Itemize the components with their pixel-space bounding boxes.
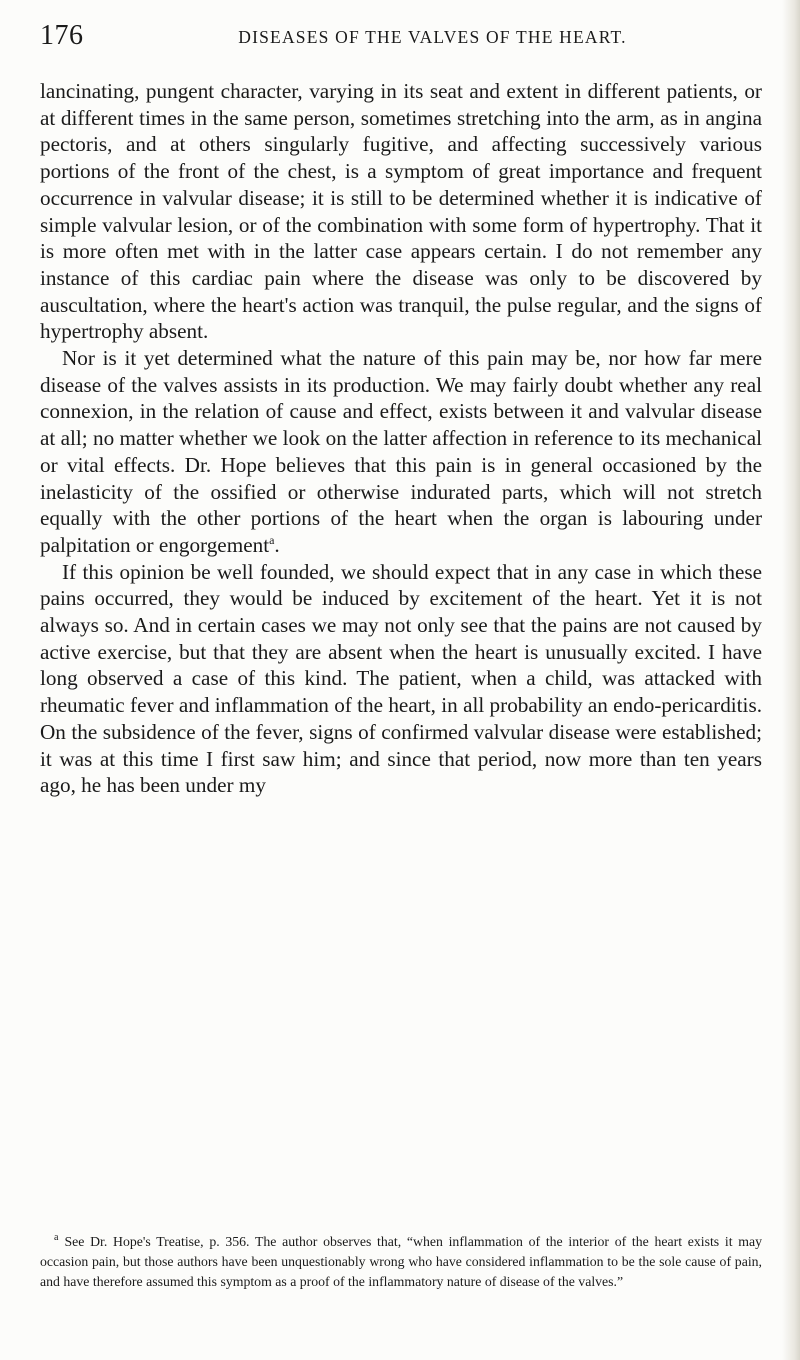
- running-head: DISEASES OF THE VALVES OF THE HEART.: [238, 27, 627, 47]
- paragraph-3-text: If this opinion be well founded, we should expect that in any case in which these pains occurred, they would be induced by excitement of the heart. Yet it is not always so. And in certain cases we may not only see that the pains are not caused by active exercise, but that they are absent when the heart is unusually excited. I have long observed a case of this kind. The patient, when a child, was attacked with rheumatic fever and inflammation of the heart, in all probability an endo-pericarditis. On the subsidence of the fever, signs of confirmed valvular disease were established; it was at this time I first saw him; and since that period, now more than ten years ago, he has been under my: [40, 559, 762, 798]
- footnote: [40, 1232, 762, 1292]
- footnote-text: See Dr. Hope's Treatise, p. 356. The author observes that, “when inflammation of the interior of the heart exists it may occasion pain, but those authors have been unquestionably wrong who have considered inflammation to be the sole cause of pain, and have therefore assumed this symptom as a proof of the inflammatory nature of disease of the valves.”: [40, 1234, 762, 1289]
- page-edge-shadow: [782, 0, 800, 1360]
- page-number: 176: [40, 20, 84, 51]
- paragraph-2: Nor is it yet determined what the nature of this pain may be, nor how far mere disease of the valves assists in its production. We may fairly doubt whether any real connexion, in the relation of cause and effect, exists between it and valvular disease at all; no matter whether we look on the latter affection in reference to its mechanical or vital effects. Dr. Hope believes that this pain is in general occasioned by the inelasticity of the ossified or otherwise indurated parts, which will not stretch equally with the other portions of the heart when the organ is labouring under palpitation or engorgement$^a$.: [40, 346, 762, 557]
- paragraph-1-text: lancinating, pungent character, varying in its seat and extent in different patients, or at different times in the same person, sometimes stretching into the arm, as in angina pectoris, and at others singularly fugitive, and affecting successively various portions of the front of the chest, is a symptom of great importance and frequent occurrence in valvular disease; it is still to be determined whether it is indicative of simple valvular lesion, or of the combination with some form of hypertrophy. That it is more often met with in the latter case appears certain. I do not remember any instance of this cardiac pain where the disease was only to be discovered by auscultation, where the heart's action was tranquil, the pulse regular, and the signs of hypertrophy absent.: [40, 79, 762, 344]
- page-header: [40, 20, 765, 60]
- footnote-mark: a: [54, 1232, 59, 1244]
- paragraph-2-text: Nor is it yet determined what the nature of this pain may be, nor how far mere disease of the valves assists in its production. We may fairly doubt whether any real connexion, in the relation of cause and effect, exists between it and valvular disease at all; no matter whether we look on the latter affection in reference to its mechanical or vital effects. Dr. Hope believes that this pain is in general occasioned by the inelasticity of the ossified or otherwise indurated parts, which will not stretch equally with the other portions of the heart when the organ is labouring under palpitation or engorgement: [40, 346, 762, 557]
- paragraph-3: [40, 559, 762, 799]
- paragraph-1: [40, 78, 762, 345]
- body-text: [40, 78, 762, 799]
- footnote-reference: a: [269, 532, 275, 547]
